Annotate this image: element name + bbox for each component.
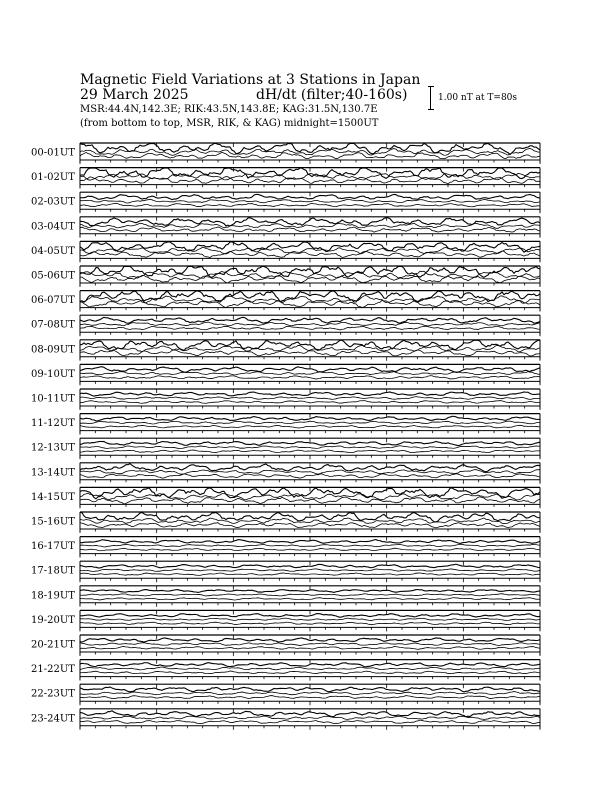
trace-kag [80, 711, 540, 717]
trace-rik [80, 618, 540, 620]
trace-rik [80, 199, 540, 203]
row-ticks [80, 537, 540, 558]
trace-msr [80, 622, 540, 624]
row-label: 18-19UT [31, 590, 75, 602]
row-label: 05-06UT [31, 270, 75, 282]
trace-msr [80, 573, 540, 575]
trace-msr [80, 376, 540, 379]
quantity-label: dH/dt (filter;40-160s) [256, 87, 408, 103]
trace-rik [80, 470, 540, 475]
row-ticks [80, 389, 540, 410]
trace-rik [80, 716, 540, 719]
trace-rik [80, 643, 540, 646]
trace-msr [80, 227, 540, 232]
row-ticks [80, 192, 540, 213]
row-label: 13-14UT [31, 467, 75, 479]
row-label: 19-20UT [31, 614, 75, 626]
row-label: 22-23UT [31, 688, 75, 700]
row-label: 07-08UT [31, 319, 75, 331]
chart-title: Magnetic Field Variations at 3 Stations in Japan [80, 72, 421, 88]
trace-msr [80, 326, 540, 330]
trace-rik [80, 518, 540, 524]
trace-msr [80, 450, 540, 453]
station-order-note: (from bottom to top, MSR, RIK, & KAG) midnight=1500UT [80, 118, 379, 129]
row-ticks [80, 635, 540, 656]
trace-rik [80, 446, 540, 449]
trace-rik [80, 397, 540, 400]
trace-rik [80, 322, 540, 326]
trace-rik [80, 247, 540, 254]
row-label: 01-02UT [31, 172, 75, 184]
trace-kag [80, 218, 540, 226]
row-ticks [80, 364, 540, 385]
date-label: 29 March 2025 [80, 87, 189, 103]
row-label: 17-18UT [31, 565, 75, 577]
row-label: 00-01UT [31, 147, 75, 159]
trace-msr [80, 523, 540, 528]
row-label: 02-03UT [31, 196, 75, 208]
row-ticks [80, 561, 540, 582]
row-ticks [80, 684, 540, 705]
row-label: 04-05UT [31, 245, 75, 257]
trace-msr [80, 203, 540, 206]
station-coordinates: MSR:44.4N,142.3E; RIK:43.5N,143.8E; KAG:31.5N,130.7E [80, 104, 378, 115]
trace-msr [80, 401, 540, 404]
row-label: 09-10UT [31, 368, 75, 380]
row-label: 12-13UT [31, 442, 75, 454]
row-ticks [80, 438, 540, 459]
row-label: 15-16UT [31, 516, 75, 528]
trace-kag [80, 590, 540, 593]
trace-rik [80, 372, 540, 375]
trace-rik [80, 271, 540, 278]
trace-msr [80, 548, 540, 551]
trace-rik [80, 493, 540, 500]
row-ticks [80, 315, 540, 336]
trace-msr [80, 647, 540, 650]
row-ticks [80, 414, 540, 435]
trace-msr [80, 350, 540, 356]
trace-msr [80, 152, 540, 158]
row-ticks [80, 168, 540, 189]
trace-rik [80, 421, 540, 424]
trace-msr [80, 425, 540, 428]
trace-msr [80, 696, 540, 699]
row-label: 10-11UT [31, 393, 75, 405]
row-ticks [80, 586, 540, 607]
row-label: 16-17UT [31, 541, 75, 553]
trace-msr [80, 720, 540, 723]
trace-msr [80, 474, 540, 478]
row-ticks [80, 463, 540, 484]
row-label: 20-21UT [31, 639, 75, 651]
row-label: 21-22UT [31, 664, 75, 676]
row-label: 11-12UT [31, 418, 75, 430]
scale-bar-label: 1.00 nT at T=80s [438, 93, 518, 103]
trace-rik [80, 594, 540, 596]
trace-rik [80, 569, 540, 572]
trace-rik [80, 544, 540, 547]
row-label: 06-07UT [31, 295, 75, 307]
row-label: 08-09UT [31, 344, 75, 356]
row-label: 14-15UT [31, 491, 75, 503]
row-label: 23-24UT [31, 713, 75, 725]
row-ticks [80, 610, 540, 631]
trace-rik [80, 667, 540, 670]
row-label: 03-04UT [31, 221, 75, 233]
trace-msr [80, 275, 540, 283]
trace-msr [80, 598, 540, 600]
trace-rik [80, 692, 540, 695]
trace-msr [80, 671, 540, 674]
